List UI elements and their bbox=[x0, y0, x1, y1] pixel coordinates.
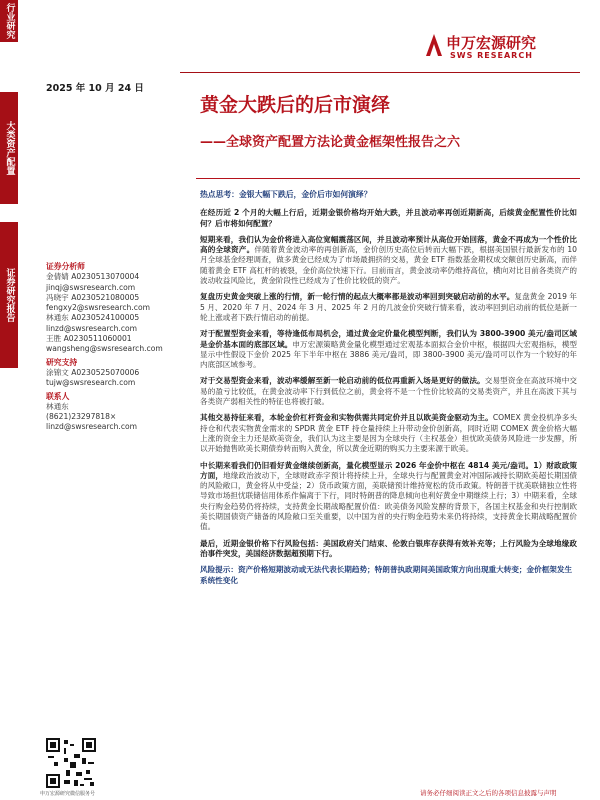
hot-topic-heading: 热点思考：金银大幅下跌后，金价后市如何演绎？ bbox=[200, 190, 372, 199]
analyst-line: 冯晓宇 A0230521080005 bbox=[46, 292, 140, 302]
company-logo bbox=[424, 30, 574, 70]
support-email[interactable]: tujw@swsresearch.com bbox=[46, 378, 136, 388]
qr-code-icon bbox=[46, 738, 96, 788]
risks-text: 最后，近期金银价格下行风险包括：美国政府关门结束、伦敦白银库存获得有效补充等；上行风险为全球地缘政治事件突发，美国经济数据超预期下行。 bbox=[200, 538, 577, 558]
analyst-email[interactable]: fengxy2@swsresearch.com bbox=[46, 303, 150, 313]
band-label-report: 证券研究报告 bbox=[4, 268, 15, 322]
title-divider bbox=[196, 178, 580, 179]
band-asset-allocation bbox=[0, 92, 18, 204]
short-term-text: 伴随着黄金波动率的再创新高，金价创历史高位后转而大幅下跌，根据美国银行最新发布的 10 月全球基金经理调查，做多黄金已经成为了市场最拥挤的交易，黄金 ETF 指数基金期权成交额创历史新高，而伴随着黄金 ETF 高杠杆的被裂，金价高位快速下行。目前而言，黄金波动率仍维持高位，横向对比目前各类资产的波动收益风险比，黄金阶段性已经成为了性价比较低的资产。 bbox=[200, 245, 577, 286]
band-label-industry: 行业研究 bbox=[4, 3, 15, 39]
analyst-email[interactable]: linzd@swsresearch.com bbox=[46, 323, 138, 333]
analyst-line: 王胜 A0230511060001 bbox=[46, 334, 132, 344]
trading-text: 交易型资金在高波环境中交易的盈亏比较低，在黄金波动率下行到低位之前，黄金将不是一个性价比较高的交易类资产，并且在高波下其与各类资产弱相关性的特征也将被打破。 bbox=[200, 376, 577, 407]
intro-paragraph bbox=[200, 208, 577, 229]
features-bold: 其他交易持征来看，本轮金价杠杆资金和实物供需共同定价并且以欧美资金驱动为主。 bbox=[200, 413, 493, 423]
long-term-bold: 中长期来看我们仍旧看好黄金继续创新高，量化模型显示 2026 年金价中枢在 4814 美元/盎司。1）财政政策方面， bbox=[200, 460, 577, 480]
short-term-paragraph bbox=[200, 235, 577, 286]
band-securities-report bbox=[0, 222, 18, 368]
allocation-paragraph bbox=[200, 329, 577, 370]
analyst-email[interactable]: wangsheng@swsresearch.com bbox=[46, 344, 163, 354]
trading-paragraph bbox=[200, 376, 577, 407]
features-text: COMEX 黄金投机净多头持仓和代表实物黄金需求的 SPDR 黄金 ETF 持仓量持续上升带动金价创新高，同时近期 COMEX 黄金价格大幅上涨的资金主力还是欧美资金，我们认为这主要是因为全球央行（主权基金）担忧欧美债务风险进一步发酵，所以开始抛售欧美长期债券转而购入黄金，所以黄金近期的购买力主要来源于欧美。 bbox=[200, 413, 577, 454]
support-line: 涂锦文 A0230525070006 bbox=[46, 367, 140, 377]
analyst-line: 金倩婧 A0230513070004 bbox=[46, 272, 140, 282]
contact-heading: 联系人 bbox=[46, 391, 70, 401]
allocation-bold: 对于配置型资金来看，等待逢低布局机会，通过黄金定价量化模型判断，我们认为 3800-3900 美元/盎司区域是金价基本面的底部区域。 bbox=[200, 329, 577, 349]
analyst-heading: 证券分析师 bbox=[46, 262, 85, 271]
long-term-paragraph bbox=[200, 461, 577, 533]
history-bold: 复盘历史黄金突破上涨的行情，新一轮行情的起点大概率都是波动率回到突破启动前的水平。 bbox=[200, 292, 515, 302]
analyst-column bbox=[46, 262, 196, 433]
short-term-bold: 短期来看，我们认为金价将进入高位宽幅震荡区间，并且波动率预计从高位开始回落，黄金不再成为一个性价比高的全球资产。 bbox=[200, 234, 577, 255]
features-paragraph bbox=[200, 413, 577, 454]
report-title: 黄金大跌后的后市演绎 bbox=[200, 94, 391, 116]
main-content bbox=[200, 190, 577, 586]
contact-email[interactable]: linzd@swsresearch.com bbox=[46, 422, 138, 432]
risk-warning: 风险提示：资产价格短期波动或无法代表长期趋势；特朗普执政期间美国政策方向出现重大转变；金价框架发生系统性变化 bbox=[200, 565, 573, 585]
analyst-line: 林通东 A0230524100005 bbox=[46, 313, 140, 323]
intro-text: 在经历近 2 个月的大幅上行后，近期金银价格均开始大跌，并且波动率再创近期新高，后续黄金配置性价比如何？后市将如何配置？ bbox=[200, 208, 577, 228]
logo-mark-icon bbox=[424, 32, 444, 58]
contact-name: 林通东 bbox=[46, 401, 69, 411]
trading-bold: 对于交易型资金来看，波动率缓解至新一轮启动前的低位再重新入场是更好的做法。 bbox=[200, 376, 485, 386]
disclaimer-footer: 请务必仔细阅读正文之后的各项信息披露与声明 bbox=[420, 789, 557, 797]
history-text: 复盘黄金 2019 年 5 月、2020 年 7 月、2024 年 3 月、2025 年 2 月的几波金价突破行情来看，波动率回到启动前的低位是新一轮上涨或者下跌行情启动的前提。 bbox=[200, 292, 577, 322]
history-paragraph bbox=[200, 292, 577, 323]
logo-chinese: 申万宏源研究 bbox=[446, 34, 537, 52]
contact-phone: (8621)23297818× bbox=[46, 412, 117, 422]
qr-caption: 申万宏源研究微信服务号 bbox=[40, 791, 96, 797]
band-industry-research bbox=[0, 0, 18, 42]
allocation-text: 申万宏源策略黄金量化模型通过宏观基本面拟合金价中枢，根据四大宏观指标，模型显示中性假设下金价 2025 年下半年中枢在 3886 美元/盎司，即 3800-3900 美元/盎司可以作为一个较好的年内底部区域参考。 bbox=[200, 339, 578, 370]
research-support-heading: 研究支持 bbox=[46, 357, 78, 367]
report-date: 2025 年 10 月 24 日 bbox=[46, 83, 144, 94]
band-label-asset: 大类资产配置 bbox=[4, 121, 15, 175]
risks-paragraph bbox=[200, 539, 577, 560]
report-subtitle: ——全球资产配置方法论黄金框架性报告之六 bbox=[200, 135, 461, 150]
left-band bbox=[0, 0, 18, 800]
logo-english: SWS RESEARCH bbox=[450, 51, 533, 60]
analyst-email[interactable]: jinqj@swsresearch.com bbox=[46, 282, 136, 292]
long-term-text: 地缘政治波动下，全球财政赤字预计将持续上升，全球央行与配置黄金对冲国际减持长期欧美超长期国债的风险敞口，黄金将从中受益；2）货币政策方面，美联储预计维持宽松的货币政策。特朗普干扰美联储独立性将导致市场担忧联储信用体系作偏离于下行，同时特朗普的降息倾向也利好黄金中期继续上行；3）中期来看，全球央行购金趋势仍将持续，支持黄金长期战略配置价值：欧美债务风险发酵的背景下，各国主权基金和央行控制欧美长期国债资产储备的风险敞口至关重要，以中国为首的央行购金趋势未来仍将持续，支持黄金长期战略配置价值。 bbox=[200, 470, 578, 532]
header-divider bbox=[180, 72, 580, 73]
